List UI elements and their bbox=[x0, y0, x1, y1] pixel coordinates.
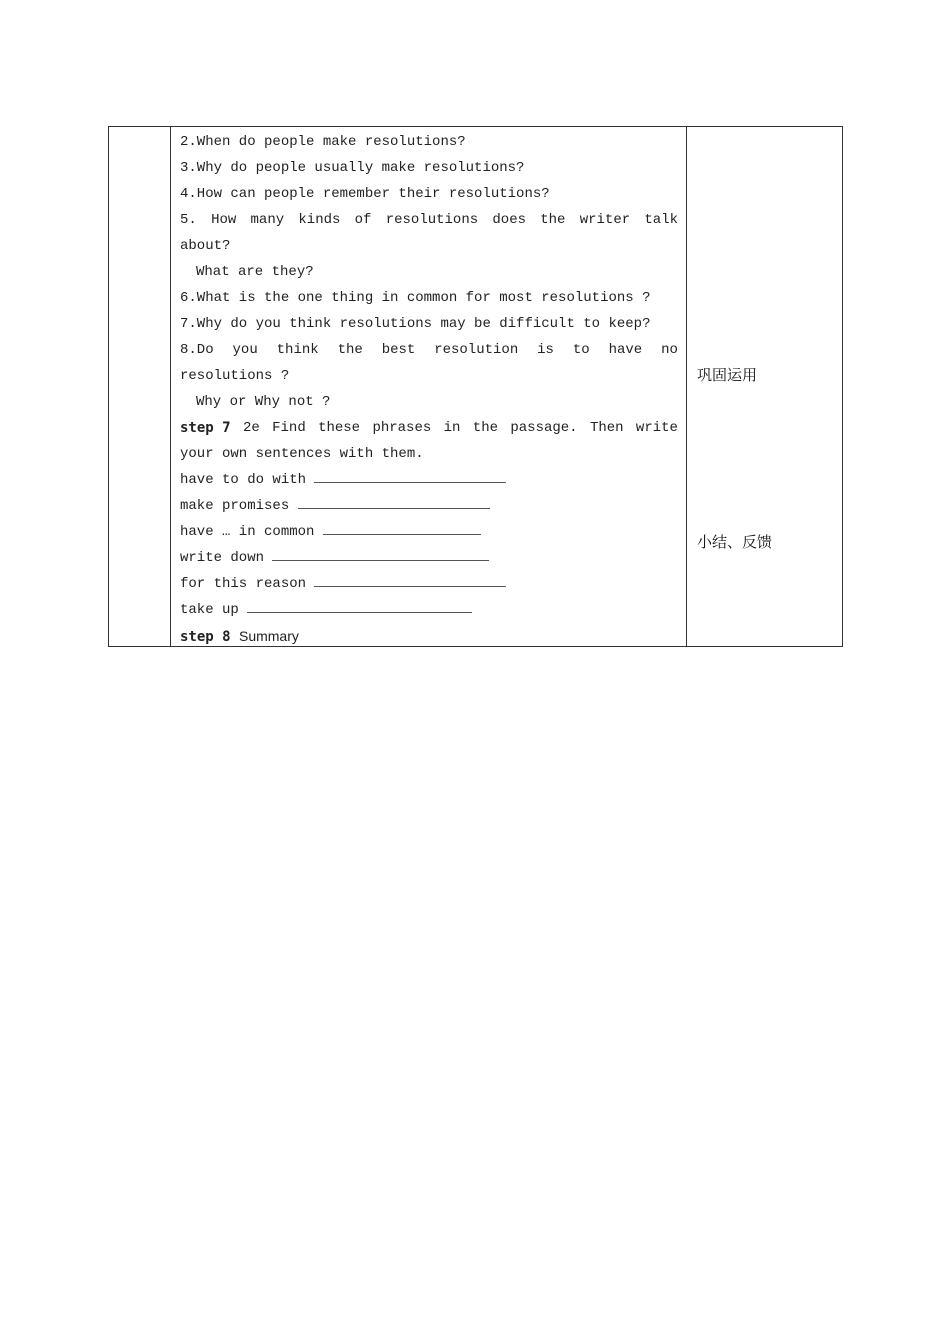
question-5-word: How bbox=[211, 212, 237, 228]
question-8-sub: Why or Why not ? bbox=[196, 394, 331, 410]
question-4: 4.How can people remember their resolutions? bbox=[180, 186, 550, 202]
step-8-text: Summary bbox=[238, 628, 299, 644]
step-8-label: step 8 bbox=[180, 629, 231, 645]
question-5-word: the bbox=[540, 212, 566, 228]
question-8-word: is bbox=[537, 342, 554, 358]
question-8-word: the bbox=[337, 342, 363, 358]
phrase-text: make promises bbox=[180, 498, 290, 514]
question-8-word: resolution bbox=[434, 342, 519, 358]
step-7-word: 2e bbox=[242, 420, 260, 436]
answer-blank[interactable] bbox=[323, 519, 481, 535]
question-5-word: kinds bbox=[298, 212, 341, 228]
table-column-left bbox=[109, 127, 171, 646]
answer-blank[interactable] bbox=[247, 597, 472, 613]
phrase-row bbox=[180, 467, 678, 493]
question-8-word: to bbox=[572, 342, 590, 358]
phrase-text: have … in common bbox=[180, 524, 315, 540]
step-7-word: phrases bbox=[372, 420, 432, 436]
question-5-word: does bbox=[492, 212, 526, 228]
step-8 bbox=[180, 623, 678, 649]
phrase-text: write down bbox=[180, 550, 265, 566]
question-5-sub: What are they? bbox=[196, 264, 314, 280]
question-5-word: of bbox=[354, 212, 372, 228]
step-7-word: write bbox=[635, 420, 678, 436]
phrase-text: for this reason bbox=[180, 576, 307, 592]
question-5-word: 5. bbox=[180, 212, 197, 228]
step-7-word: Then bbox=[589, 420, 624, 436]
question-5-word: resolutions bbox=[385, 212, 479, 228]
question-2: 2.When do people make resolutions? bbox=[180, 134, 466, 150]
question-8-word: no bbox=[661, 342, 678, 358]
step-7-end: your own sentences with them. bbox=[180, 446, 424, 462]
question-8-word: 8.Do bbox=[180, 342, 214, 358]
table-column-content bbox=[171, 127, 687, 646]
lesson-content bbox=[180, 129, 678, 649]
answer-blank[interactable] bbox=[314, 571, 506, 587]
question-8-end: resolutions ? bbox=[180, 368, 290, 384]
question-7: 7.Why do you think resolutions may be difficult to keep? bbox=[180, 316, 651, 332]
step-7-word: passage. bbox=[510, 420, 578, 436]
question-8-word: best bbox=[381, 342, 416, 358]
question-8-word: have bbox=[608, 342, 643, 358]
phrase-row bbox=[180, 545, 678, 571]
step-7-word: Find bbox=[272, 420, 306, 436]
step-7-word: the bbox=[472, 420, 499, 436]
question-5 bbox=[180, 207, 678, 233]
phrase-row bbox=[180, 519, 678, 545]
phrase-row bbox=[180, 493, 678, 519]
question-5-word: many bbox=[250, 212, 285, 228]
step-7-word: these bbox=[318, 420, 361, 436]
question-8-word: think bbox=[276, 342, 319, 358]
step-7-instruction bbox=[180, 415, 678, 441]
question-8 bbox=[180, 337, 678, 363]
note-summary: 小结、反馈 bbox=[697, 533, 773, 551]
phrase-row bbox=[180, 597, 678, 623]
answer-blank[interactable] bbox=[298, 493, 490, 509]
phrase-text: take up bbox=[180, 602, 239, 618]
phrase-text: have to do with bbox=[180, 472, 307, 488]
question-5-end: about? bbox=[180, 238, 231, 254]
question-5-word: talk bbox=[644, 212, 678, 228]
lesson-table bbox=[108, 126, 843, 647]
table-column-notes bbox=[687, 127, 842, 646]
answer-blank[interactable] bbox=[314, 467, 506, 483]
step-7-label: step 7 bbox=[180, 420, 231, 436]
answer-blank[interactable] bbox=[272, 545, 489, 561]
step-7-word: in bbox=[443, 420, 461, 436]
question-6: 6.What is the one thing in common for most resolutions ? bbox=[180, 290, 651, 306]
note-consolidate: 巩固运用 bbox=[697, 366, 758, 384]
phrase-row bbox=[180, 571, 678, 597]
question-5-word: writer bbox=[579, 212, 631, 228]
question-8-word: you bbox=[232, 342, 258, 358]
question-3: 3.Why do people usually make resolutions? bbox=[180, 160, 525, 176]
